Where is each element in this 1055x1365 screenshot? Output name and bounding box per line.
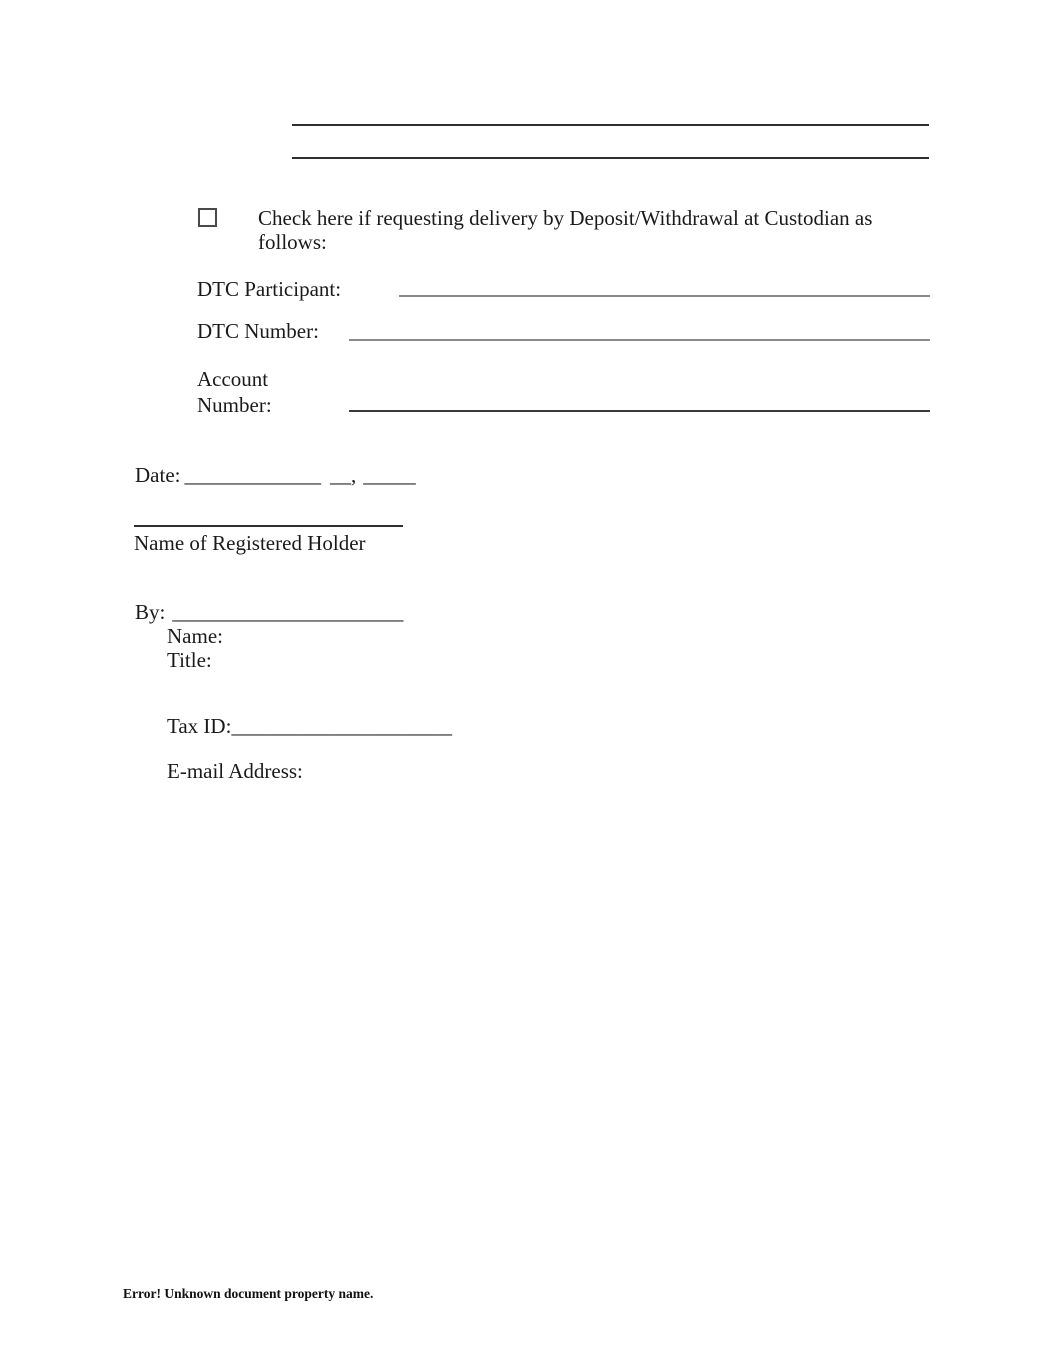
by-label: By: — [135, 600, 166, 624]
account-number-input-line[interactable] — [349, 410, 930, 412]
email-address-label: E-mail Address: — [167, 759, 303, 783]
date-comma: , — [350, 463, 357, 487]
by-signature-blank[interactable]: ______________________ — [172, 600, 404, 624]
tax-id-blank[interactable]: _____________________ — [231, 714, 452, 738]
footer-error-text: Error! Unknown document property name. — [123, 1286, 374, 1301]
title-label: Title: — [167, 648, 212, 672]
blank-fill-line-1[interactable] — [292, 124, 929, 126]
date-label: Date: — [135, 463, 181, 487]
date-day-blank[interactable]: __ — [329, 463, 351, 487]
by-row — [135, 600, 403, 624]
dwac-checkbox[interactable] — [198, 208, 217, 227]
registered-holder-label: Name of Registered Holder — [134, 531, 366, 555]
dtc-participant-label: DTC Participant: — [197, 277, 342, 301]
dwac-checkbox-label: Check here if requesting delivery by Deposit/Withdrawal at Custodian as follows: — [258, 206, 873, 254]
dtc-number-input-line[interactable] — [349, 339, 930, 341]
dtc-participant-input-line[interactable] — [399, 295, 930, 297]
dtc-number-label: DTC Number: — [197, 319, 319, 343]
date-row — [135, 463, 416, 487]
date-month-blank[interactable]: _____________ — [184, 463, 321, 487]
account-number-label: Account Number: — [197, 367, 272, 417]
tax-id-label: Tax ID: — [167, 714, 232, 738]
date-year-blank[interactable]: _____ — [363, 463, 416, 487]
tax-id-row — [167, 714, 452, 738]
blank-fill-line-2[interactable] — [292, 157, 929, 159]
name-label: Name: — [167, 624, 223, 648]
registered-holder-signature-line[interactable] — [134, 525, 403, 527]
